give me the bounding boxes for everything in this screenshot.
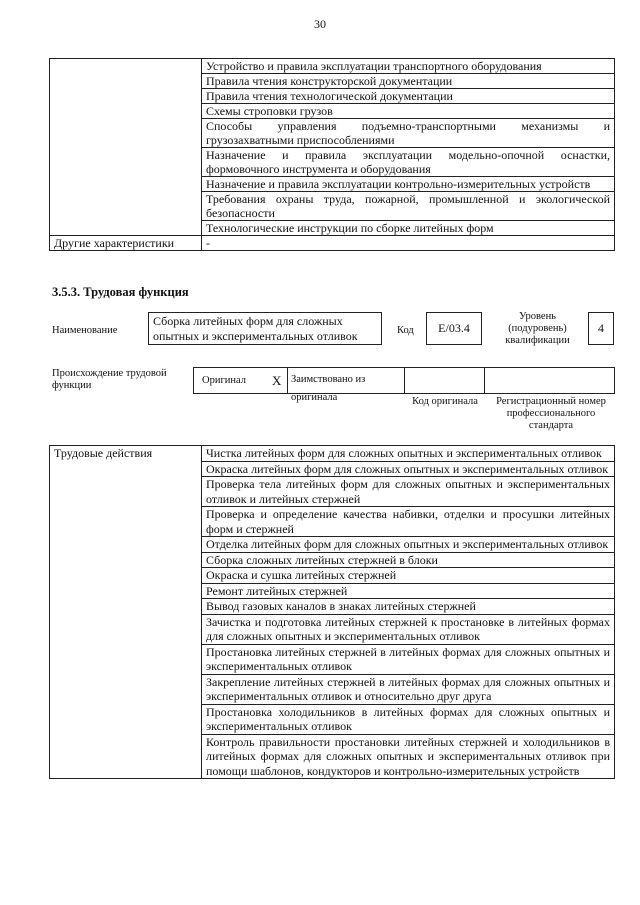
knowledge-row [50,59,615,74]
knowledge-table [49,58,615,251]
reg-number-cell [484,367,615,394]
level-label: Уровень (подуровень) квалификации [505,311,570,346]
section-heading: 3.5.3. Трудовая функция [52,285,189,299]
labor-action-text: Контроль правильности простановки литейных стержней и холодильников в литейных формах для сложных опытных и экспериментальных отливок при помощи шаблонов, кондукторов и контрольно-измерительных устройств [202,734,615,779]
labor-actions-label: Трудовые действия [50,446,202,779]
labor-action-text: Проверка тела литейных форм для сложных опытных и экспериментальных отливок и литейных стержней [202,477,615,507]
labor-action-text: Отделка литейных форм для сложных опытных и экспериментальных отливок [202,537,615,553]
original-mark: X [272,373,282,388]
labor-action-text: Вывод газовых каналов в знаках литейных стержней [202,599,615,615]
code-original-caption: Код оригинала [412,396,478,407]
other-characteristics-value: - [202,236,615,251]
labor-action-text: Проверка и определение качества набивки, отделки и просушки литейных форм и стержней [202,507,615,537]
knowledge-text: Требования охраны труда, пожарной, промышленной и экологической безопасности [202,192,615,221]
level-value: 4 [598,321,604,335]
knowledge-text: Технологические инструкции по сборке литейных форм [202,221,615,236]
borrowed-label: Заимствовано из оригинала [291,374,366,403]
knowledge-text: Способы управления подъемно-транспортными механизмы и грузозахватными приспособлениями [202,119,615,148]
code-box [426,312,482,345]
level-box [588,312,614,345]
knowledge-text: Схемы строповки грузов [202,104,615,119]
knowledge-text: Правила чтения конструкторской документации [202,74,615,89]
labor-action-text: Окраска и сушка литейных стержней [202,568,615,584]
labor-actions-table [49,445,615,779]
other-characteristics-row [50,236,615,251]
labor-action-text: Чистка литейных форм для сложных опытных и экспериментальных отливок [202,446,615,462]
original-cell [193,367,288,394]
labor-action-text: Простановка литейных стержней в литейных формах для сложных опытных и экспериментальных отливок [202,644,615,674]
original-label: Оригинал [202,375,246,386]
origin-label: Происхождение трудовой функции [52,368,167,391]
code-value: E/03.4 [438,321,470,335]
labor-action-text: Зачистка и подготовка литейных стержней к простановке в литейных формах для сложных опытных и экспериментальных отливок [202,614,615,644]
knowledge-text: Устройство и правила эксплуатации транспортного оборудования [202,59,615,74]
labor-action-text: Сборка сложных литейных стержней в блоки [202,552,615,568]
knowledge-text: Назначение и правила эксплуатации контрольно-измерительных устройств [202,177,615,192]
function-name-box [148,312,382,345]
other-characteristics-label: Другие характеристики [50,236,202,251]
labor-action-text: Ремонт литейных стержней [202,583,615,599]
page-number: 30 [314,17,326,31]
code-label: Код [397,325,414,336]
borrowed-cell [287,367,405,403]
knowledge-table-body [50,59,615,251]
reg-number-caption: Регистрационный номер профессионального стандарта [496,396,606,431]
function-name-value: Сборка литейных форм для сложных опытных и экспериментальных отливок [153,314,358,343]
labor-action-row [50,446,615,462]
labor-action-text: Окраска литейных форм для сложных опытных и экспериментальных отливок [202,461,615,477]
knowledge-label-cell [50,59,202,236]
name-label: Наименование [52,325,118,336]
labor-action-text: Простановка холодильников в литейных формах для сложных опытных и экспериментальных отливок [202,704,615,734]
labor-actions-table-body [50,446,615,779]
code-original-cell [404,367,485,394]
knowledge-text: Правила чтения технологической документации [202,89,615,104]
knowledge-text: Назначение и правила эксплуатации модельно-опочной оснастки, формовочного инструмента и оборудования [202,148,615,177]
labor-action-text: Закрепление литейных стержней в литейных формах для сложных опытных и экспериментальных отливок и относительно друг друга [202,674,615,704]
